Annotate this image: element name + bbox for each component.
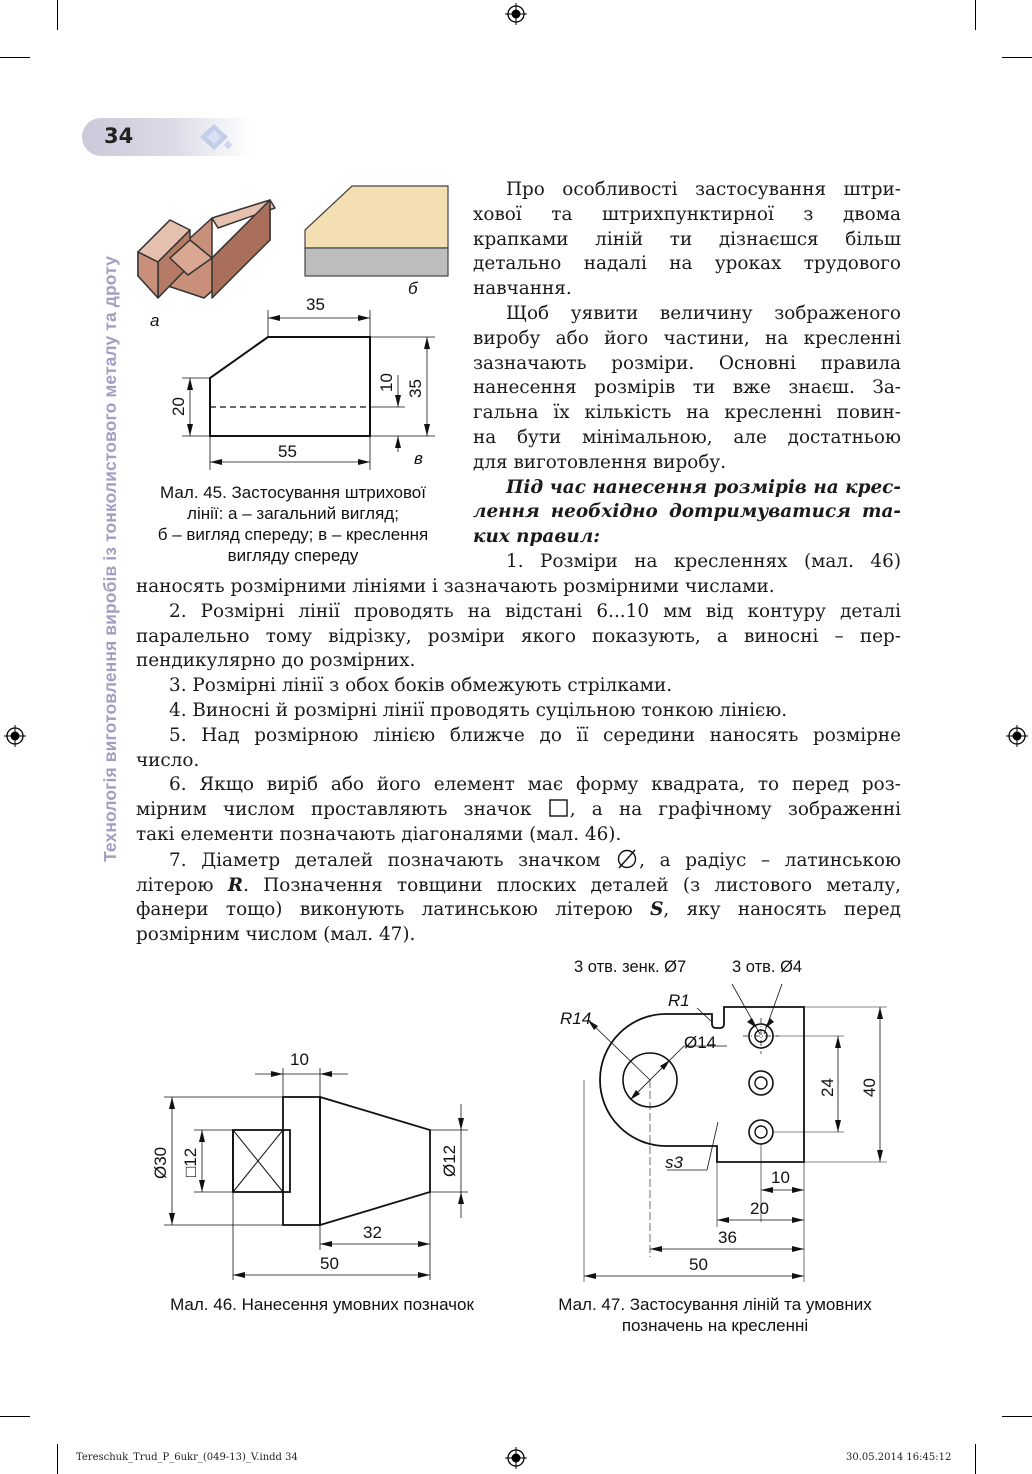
text-line: 5. Над розмірною лінією ближче до її середини наносять розмірне	[169, 724, 901, 746]
text-fragment: літерою	[136, 874, 214, 896]
text-line: зазначають розміри. Основні правила	[473, 352, 901, 374]
text-line	[136, 798, 901, 823]
fig45-isometric-block	[138, 200, 275, 298]
fig45-caption-line: б – вигляд спереду; в – креслення	[157, 525, 429, 544]
fig47-caption	[528, 1294, 902, 1336]
registration-mark-icon	[4, 725, 26, 747]
text-line: 1. Розміри на кресленнях (мал. 46)	[506, 550, 901, 572]
text-fragment: 7. Діаметр деталей позначають значком	[169, 849, 601, 871]
registration-mark-icon	[1006, 725, 1028, 747]
fig47-dim-40: 40	[860, 1078, 879, 1097]
text-line: лення необхідно дотримуватися та-	[473, 501, 901, 523]
fig46-dim-50: 50	[320, 1254, 339, 1273]
text-line: такі елементи позначають діагоналями (мал. 46).	[136, 823, 622, 845]
page-number: 34	[104, 124, 134, 148]
letter-r: R	[227, 874, 244, 896]
crop-mark	[0, 57, 30, 58]
crop-mark	[975, 1444, 976, 1474]
figure-45	[130, 180, 450, 470]
text-line: Про особливості застосування штри-	[506, 179, 901, 200]
text-line: розмірним числом (мал. 47).	[136, 924, 416, 946]
text-line: Щоб уявити величину зображеного	[506, 302, 901, 324]
letter-s: S	[650, 899, 664, 921]
text-line: 4. Виносні й розмірні лінії проводять суцільною тонкою лінією.	[169, 699, 788, 721]
text-fragment: фанери тощо) виконують латинською літерою	[136, 899, 633, 921]
text-line: крапками ліній ти дізнаєшся більш	[473, 228, 901, 250]
text-line: Під час нанесення розмірів на крес-	[506, 476, 901, 498]
diameter-symbol-icon	[615, 848, 639, 870]
fig47-dim-r1: R1	[668, 991, 690, 1010]
text-fragment: . Позначення товщини плоских деталей (з листового металу,	[243, 874, 901, 896]
registration-mark-icon	[505, 1447, 527, 1469]
fig45-caption-line: лінії: а – загальний вигляд;	[187, 504, 399, 523]
fig45-caption-line: Мал. 45. Застосування штрихової	[160, 483, 426, 502]
text-line: детально надалі на уроках трудового	[473, 253, 901, 275]
text-line: на бути мінімальною, але достатньою	[473, 426, 901, 448]
fig47-caption-line: позначень на кресленні	[621, 1316, 809, 1335]
text-line: хової та штрихпунктирної з двома	[473, 203, 901, 225]
text-line: 2. Розмірні лінії проводять на відстані 6...10 мм від контуру деталі	[169, 600, 901, 622]
fig45-caption-line: вигляду спереду	[227, 546, 359, 565]
fig46-dim-d30: Ø30	[151, 1146, 170, 1179]
text-line	[136, 874, 901, 899]
text-line: навчання.	[473, 278, 572, 300]
fig47-dim-50: 50	[689, 1255, 708, 1274]
crop-mark	[0, 1416, 30, 1417]
square-symbol-icon	[548, 798, 570, 818]
figure-46	[150, 1040, 480, 1290]
text-line: для виготовлення виробу.	[473, 451, 727, 473]
fig45-dim-10: 10	[377, 373, 396, 392]
text-line: нанесення розмірів ти вже знаєш. За-	[473, 377, 901, 399]
fig45-front-view	[305, 186, 448, 276]
fig47-dim-s3: s3	[665, 1153, 683, 1172]
fig45-dim-35-top: 35	[306, 295, 325, 314]
crop-mark	[1002, 57, 1032, 58]
crop-mark	[975, 0, 976, 30]
fig45-dim-55: 55	[278, 442, 297, 461]
fig45-drawing	[182, 310, 435, 470]
text-fragment: мірним числом проставляють значок	[136, 799, 532, 821]
fig47-note-holes: 3 отв. Ø4	[732, 958, 803, 976]
text-line: виробу або його частини, на кресленні	[473, 327, 901, 349]
fig45-dim-20: 20	[169, 397, 188, 416]
text-line: гальна їх кількість на кресленні повин-	[473, 402, 901, 424]
fig47-dim-20: 20	[750, 1199, 769, 1218]
fig45-dim-35-right: 35	[406, 379, 425, 398]
crop-mark	[57, 0, 58, 30]
side-title: Технологія виготовлення виробів із тонколистового металу та дроту	[100, 255, 120, 862]
footer-file: Tereschuk_Trud_P_6ukr_(049-13)_V.indd 34	[76, 1452, 298, 1463]
fig47-dim-24: 24	[818, 1078, 837, 1097]
fig46-dim-32: 32	[363, 1223, 382, 1242]
fig47-caption-line: Мал. 47. Застосування ліній та умовних	[558, 1295, 872, 1314]
fig47-note-countersink: 3 отв. зенк. Ø7	[574, 958, 687, 976]
fig46-caption: Мал. 46. Нанесення умовних позначок	[170, 1295, 474, 1314]
fig45-label-a: а	[150, 311, 160, 330]
footer-date: 30.05.2014 16:45:12	[846, 1452, 952, 1463]
paragraph-1	[473, 178, 901, 575]
text-line: 6. Якщо виріб або його елемент має форму квадрата, то перед роз-	[169, 774, 901, 796]
rules-list	[136, 575, 901, 948]
fig46-dim-sq12: □12	[181, 1147, 200, 1177]
figure-47	[552, 952, 892, 1282]
text-line: наносять розмірними лініями і зазначають розмірними числами.	[136, 576, 775, 597]
fig46-dim-d12: Ø12	[440, 1144, 459, 1177]
text-line: 3. Розмірні лінії з обох боків обмежують стрілками.	[169, 675, 673, 697]
text-fragment: , а радіус – латинською	[639, 849, 901, 871]
fig46-dim-10: 10	[290, 1050, 309, 1069]
crop-mark	[1002, 1416, 1032, 1417]
fig45-label-b: б	[408, 279, 418, 298]
registration-mark-icon	[505, 3, 527, 25]
text-line: число.	[136, 749, 200, 771]
text-line	[136, 848, 901, 874]
fig47-dim-d14: Ø14	[684, 1033, 717, 1052]
text-line: пендикулярно до розмірних.	[136, 650, 416, 672]
text-fragment: , а на графічному зображенні	[569, 799, 901, 821]
text-line	[136, 898, 901, 923]
fig47-dim-10: 10	[771, 1168, 790, 1187]
fig47-dim-r14: R14	[560, 1009, 592, 1028]
fig47-dim-36: 36	[718, 1228, 737, 1247]
fig45-caption	[132, 482, 454, 566]
text-line: ких правил:	[473, 526, 601, 548]
fig45-label-v: в	[414, 449, 423, 468]
page-number-tab	[82, 118, 252, 156]
text-fragment: , яку наносять перед	[663, 899, 901, 921]
decorative-diamond-icon	[180, 120, 240, 154]
crop-mark	[57, 1444, 58, 1474]
text-line: паралельно тому відрізку, розміри якого показують, а виносні – пер-	[136, 625, 901, 647]
